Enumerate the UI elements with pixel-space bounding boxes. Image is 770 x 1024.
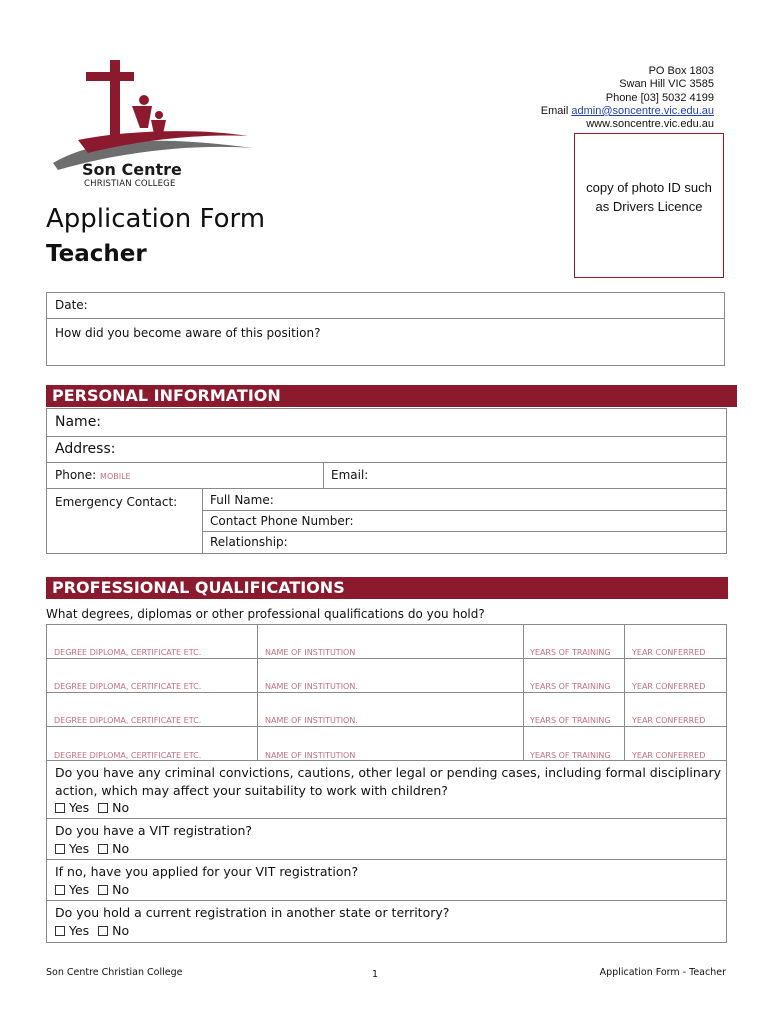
conferred-hint: YEAR CONFERRED <box>632 682 706 691</box>
degree-hint: DEGREE DIPLOMA, CERTIFICATE ETC. <box>54 716 202 725</box>
full-name-label: Full Name: <box>210 493 274 507</box>
yes-label: Yes <box>69 800 90 815</box>
po-box: PO Box 1803 <box>648 65 714 77</box>
qualification-row[interactable] <box>47 625 726 659</box>
no-checkbox[interactable] <box>98 844 108 854</box>
phone-email-divider <box>323 463 324 489</box>
yes-no-options <box>55 840 726 858</box>
no-label: No <box>112 840 130 856</box>
degree-hint: DEGREE DIPLOMA, CERTIFICATE ETC. <box>54 682 202 691</box>
no-label: No <box>112 922 130 938</box>
years-hint: YEARS OF TRAINING <box>530 648 611 657</box>
logo-person-head-1 <box>139 95 149 105</box>
form-title: Application Form <box>46 204 266 234</box>
emergency-full-name-field[interactable] <box>202 489 726 511</box>
vit-applied-question <box>46 859 727 901</box>
logo-cross-horizontal <box>86 72 134 81</box>
institution-hint: NAME OF INSTITUTION <box>265 648 356 657</box>
qualifications-table <box>46 624 727 761</box>
logo-cross-vertical <box>110 60 120 138</box>
contact-block <box>541 65 714 131</box>
years-hint: YEARS OF TRAINING <box>530 716 611 725</box>
emergency-contact-label: Emergency Contact: <box>55 495 178 509</box>
qualification-row[interactable] <box>47 659 726 693</box>
email-field[interactable]: Email: <box>331 468 369 482</box>
phone-number: Phone [03] 5032 4199 <box>605 91 714 104</box>
logo-person-body-1 <box>132 106 152 128</box>
vit-registration-question <box>46 818 727 860</box>
no-label: No <box>112 881 130 897</box>
other-state-registration-question <box>46 900 727 943</box>
aware-label: How did you become aware of this position? <box>55 326 321 340</box>
degree-hint: DEGREE DIPLOMA, CERTIFICATE ETC. <box>54 648 202 657</box>
footer-school-name: Son Centre Christian College <box>46 967 183 978</box>
yes-checkbox[interactable] <box>55 926 65 936</box>
criminal-convictions-question <box>46 760 727 819</box>
date-field[interactable] <box>47 293 724 319</box>
phone-field[interactable] <box>55 468 131 482</box>
personal-info-header: PERSONAL INFORMATION <box>46 385 737 407</box>
institution-hint: NAME OF INSTITUTION. <box>265 716 358 725</box>
name-label: Name: <box>55 414 102 430</box>
conferred-hint: YEAR CONFERRED <box>632 716 706 725</box>
no-checkbox[interactable] <box>98 926 108 936</box>
question-text: If no, have you applied for your VIT registration? <box>55 864 359 879</box>
yes-label: Yes <box>69 881 90 897</box>
yes-checkbox[interactable] <box>55 803 65 813</box>
yes-no-options <box>55 799 726 817</box>
contact-phone-label: Contact Phone Number: <box>210 514 354 528</box>
yes-checkbox[interactable] <box>55 844 65 854</box>
yes-label: Yes <box>69 840 90 856</box>
years-hint: YEARS OF TRAINING <box>530 751 611 760</box>
conferred-hint: YEAR CONFERRED <box>632 751 706 760</box>
years-hint: YEARS OF TRAINING <box>530 682 611 691</box>
emergency-contact-row <box>47 489 726 554</box>
yes-checkbox[interactable] <box>55 885 65 895</box>
conferred-hint: YEAR CONFERRED <box>632 648 706 657</box>
logo-name: Son Centre <box>82 160 182 179</box>
aware-field[interactable] <box>47 319 724 340</box>
qualifications-question: What degrees, diplomas or other professional qualifications do you hold? <box>46 607 485 621</box>
institution-hint: NAME OF INSTITUTION <box>265 751 356 760</box>
logo-person-head-2 <box>155 111 163 119</box>
date-section <box>46 292 725 366</box>
yes-no-options <box>55 881 726 899</box>
address-field[interactable] <box>47 437 726 463</box>
address-label: Address: <box>55 441 116 457</box>
no-label: No <box>112 800 130 815</box>
phone-hint: MOBILE <box>100 472 131 481</box>
email-label: Email <box>540 104 569 117</box>
email-link[interactable]: admin@soncentre.vic.edu.au <box>571 104 714 117</box>
no-checkbox[interactable] <box>98 803 108 813</box>
yes-label: Yes <box>69 922 90 938</box>
email-line <box>541 105 714 118</box>
street-address: Swan Hill VIC 3585 <box>619 78 714 91</box>
footer-page-number: 1 <box>372 969 379 980</box>
photo-id-text: copy of photo ID such as Drivers Licence <box>586 180 712 214</box>
name-field[interactable] <box>47 409 726 437</box>
question-text: Do you have any criminal convictions, cautions, other legal or pending cases, including formal disciplinary action, which may affect your suitability to work with children? <box>55 765 722 798</box>
phone-label: Phone: <box>55 468 97 482</box>
form-subtitle: Teacher <box>46 241 147 267</box>
logo-subtitle: CHRISTIAN COLLEGE <box>84 179 176 189</box>
emergency-phone-field[interactable] <box>202 511 726 532</box>
personal-info-table <box>46 408 727 554</box>
date-label: Date: <box>55 298 88 312</box>
question-text: Do you have a VIT registration? <box>55 823 253 838</box>
professional-qualifications-header: PROFESSIONAL QUALIFICATIONS <box>46 577 728 599</box>
relationship-label: Relationship: <box>210 535 288 549</box>
qualification-row[interactable] <box>47 693 726 727</box>
footer-form-name: Application Form - Teacher <box>599 967 726 978</box>
degree-hint: DEGREE DIPLOMA, CERTIFICATE ETC. <box>54 751 202 760</box>
qualification-row[interactable] <box>47 727 726 761</box>
institution-hint: NAME OF INSTITUTION. <box>265 682 358 691</box>
question-text: Do you hold a current registration in another state or territory? <box>55 905 450 920</box>
no-checkbox[interactable] <box>98 885 108 895</box>
yes-no-options <box>55 922 726 940</box>
phone-email-row <box>47 463 726 489</box>
website[interactable]: www.soncentre.vic.edu.au <box>586 118 714 131</box>
emergency-relationship-field[interactable] <box>202 532 726 553</box>
photo-id-box <box>574 133 724 278</box>
